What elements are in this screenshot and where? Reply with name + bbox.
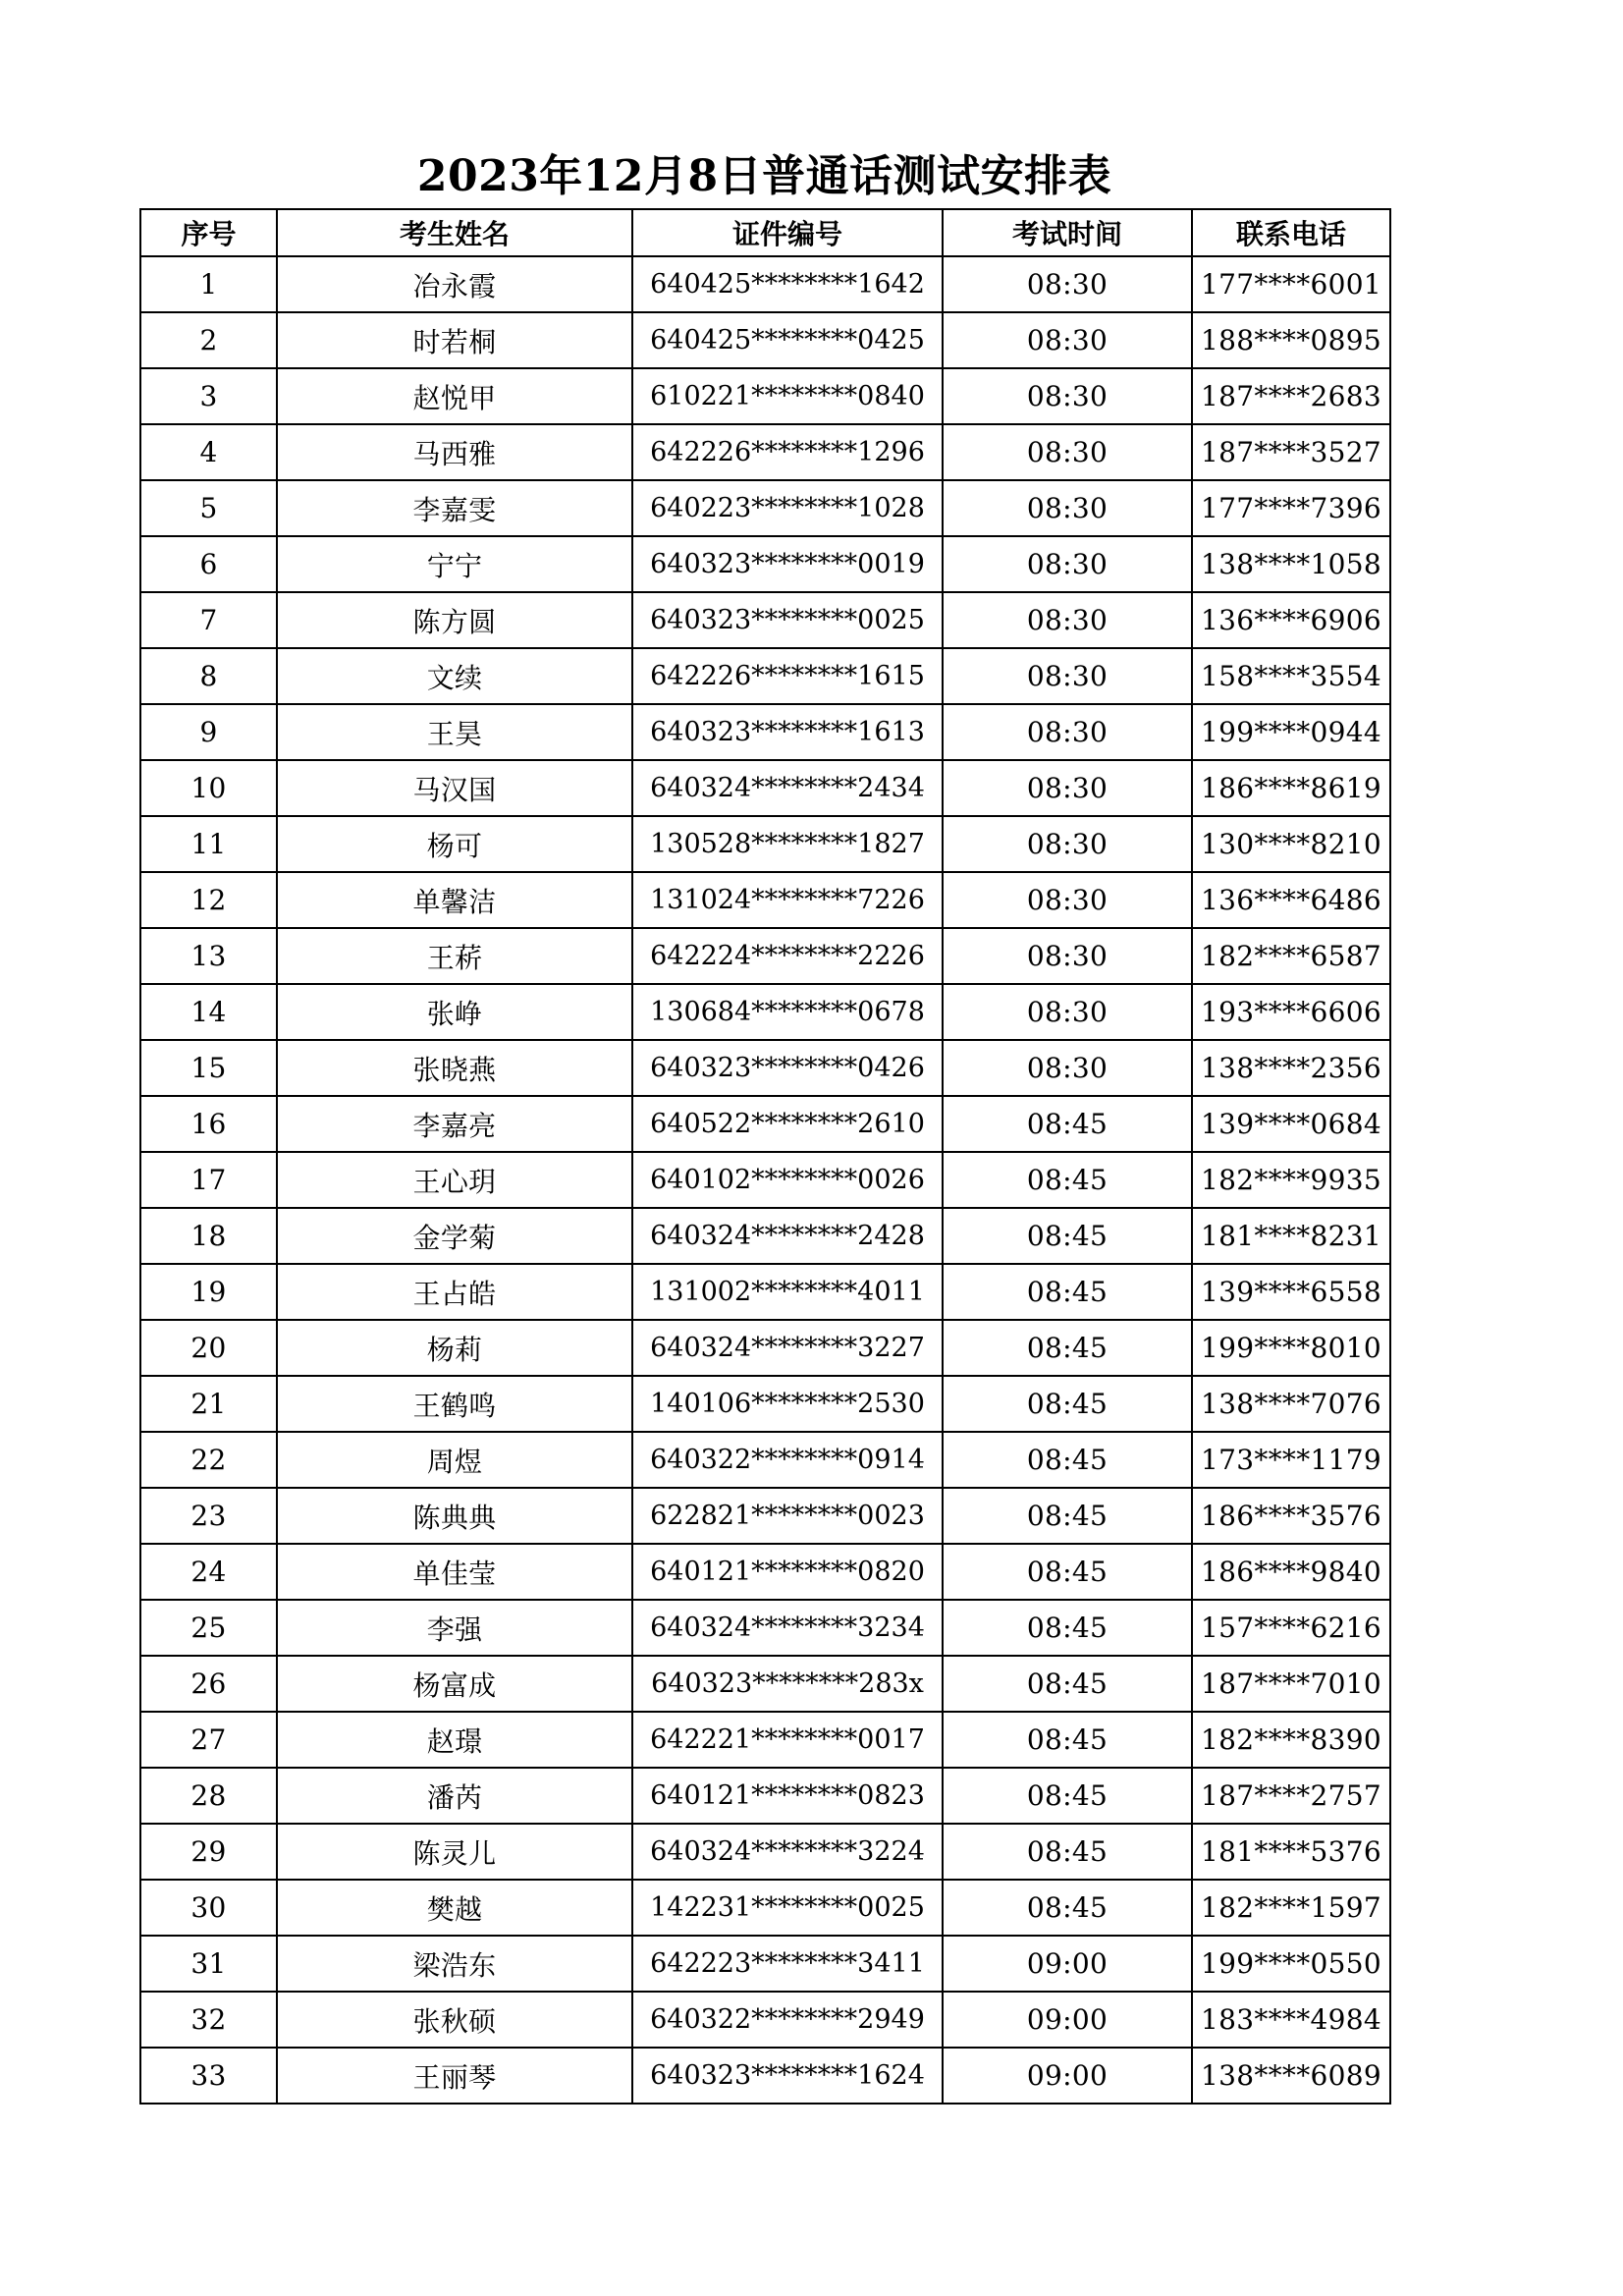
cell-exam-time: 08:45 — [943, 1600, 1192, 1656]
table-row — [140, 872, 1390, 928]
cell-name: 陈灵儿 — [277, 1824, 632, 1880]
table-row — [140, 1152, 1390, 1208]
cell-seq: 32 — [140, 1992, 277, 2048]
cell-id-number: 642224********2226 — [632, 928, 943, 984]
cell-phone: 188****0895 — [1192, 312, 1390, 368]
cell-id-number: 640323********1624 — [632, 2048, 943, 2104]
cell-name: 赵悦甲 — [277, 368, 632, 424]
cell-id-number: 131024********7226 — [632, 872, 943, 928]
cell-exam-time: 08:30 — [943, 816, 1192, 872]
cell-seq: 5 — [140, 480, 277, 536]
cell-id-number: 640223********1028 — [632, 480, 943, 536]
table-row — [140, 1376, 1390, 1432]
table-row — [140, 1824, 1390, 1880]
cell-exam-time: 08:45 — [943, 1152, 1192, 1208]
cell-exam-time: 08:30 — [943, 760, 1192, 816]
cell-name: 王菥 — [277, 928, 632, 984]
cell-phone: 136****6486 — [1192, 872, 1390, 928]
cell-seq: 31 — [140, 1936, 277, 1992]
cell-id-number: 640324********3224 — [632, 1824, 943, 1880]
cell-phone: 199****0550 — [1192, 1936, 1390, 1992]
cell-name: 单佳莹 — [277, 1544, 632, 1600]
cell-id-number: 640324********2434 — [632, 760, 943, 816]
table-row — [140, 1488, 1390, 1544]
cell-name: 单馨洁 — [277, 872, 632, 928]
cell-seq: 15 — [140, 1040, 277, 1096]
table-row — [140, 1992, 1390, 2048]
cell-phone: 193****6606 — [1192, 984, 1390, 1040]
table-row — [140, 1432, 1390, 1488]
cell-seq: 16 — [140, 1096, 277, 1152]
cell-id-number: 142231********0025 — [632, 1880, 943, 1936]
cell-phone: 173****1179 — [1192, 1432, 1390, 1488]
cell-exam-time: 08:45 — [943, 1376, 1192, 1432]
cell-seq: 14 — [140, 984, 277, 1040]
cell-seq: 23 — [140, 1488, 277, 1544]
cell-exam-time: 08:30 — [943, 256, 1192, 312]
cell-id-number: 131002********4011 — [632, 1264, 943, 1320]
cell-name: 王占皓 — [277, 1264, 632, 1320]
table-row — [140, 480, 1390, 536]
table-row — [140, 368, 1390, 424]
schedule-table — [139, 208, 1391, 2105]
cell-id-number: 640323********0426 — [632, 1040, 943, 1096]
cell-phone: 138****7076 — [1192, 1376, 1390, 1432]
cell-seq: 19 — [140, 1264, 277, 1320]
cell-id-number: 642226********1615 — [632, 648, 943, 704]
cell-id-number: 640322********0914 — [632, 1432, 943, 1488]
cell-id-number: 642223********3411 — [632, 1936, 943, 1992]
cell-seq: 17 — [140, 1152, 277, 1208]
cell-seq: 21 — [140, 1376, 277, 1432]
table-row — [140, 1096, 1390, 1152]
cell-name: 陈方圆 — [277, 592, 632, 648]
cell-exam-time: 08:45 — [943, 1264, 1192, 1320]
cell-exam-time: 08:45 — [943, 1432, 1192, 1488]
cell-exam-time: 09:00 — [943, 2048, 1192, 2104]
cell-name: 张晓燕 — [277, 1040, 632, 1096]
table-row — [140, 1208, 1390, 1264]
cell-phone: 187****7010 — [1192, 1656, 1390, 1712]
table-row — [140, 928, 1390, 984]
cell-name: 马西雅 — [277, 424, 632, 480]
cell-exam-time: 08:30 — [943, 872, 1192, 928]
cell-seq: 11 — [140, 816, 277, 872]
cell-seq: 9 — [140, 704, 277, 760]
cell-name: 王鹤鸣 — [277, 1376, 632, 1432]
cell-name: 李嘉雯 — [277, 480, 632, 536]
table-row — [140, 2048, 1390, 2104]
cell-name: 王昊 — [277, 704, 632, 760]
cell-id-number: 130528********1827 — [632, 816, 943, 872]
cell-phone: 139****0684 — [1192, 1096, 1390, 1152]
cell-seq: 10 — [140, 760, 277, 816]
cell-seq: 12 — [140, 872, 277, 928]
cell-seq: 24 — [140, 1544, 277, 1600]
cell-name: 杨富成 — [277, 1656, 632, 1712]
page-title: 2023年12月8日普通话测试安排表 — [416, 151, 1112, 201]
cell-exam-time: 08:30 — [943, 592, 1192, 648]
cell-exam-time: 08:30 — [943, 704, 1192, 760]
table-row — [140, 1544, 1390, 1600]
table-row — [140, 1040, 1390, 1096]
cell-name: 杨莉 — [277, 1320, 632, 1376]
cell-exam-time: 08:45 — [943, 1208, 1192, 1264]
table-row — [140, 1264, 1390, 1320]
cell-id-number: 642221********0017 — [632, 1712, 943, 1768]
cell-name: 马汉国 — [277, 760, 632, 816]
cell-phone: 187****3527 — [1192, 424, 1390, 480]
cell-name: 潘芮 — [277, 1768, 632, 1824]
cell-exam-time: 08:45 — [943, 1656, 1192, 1712]
cell-phone: 183****4984 — [1192, 1992, 1390, 2048]
table-row — [140, 1600, 1390, 1656]
cell-id-number: 642226********1296 — [632, 424, 943, 480]
cell-exam-time: 08:45 — [943, 1824, 1192, 1880]
cell-exam-time: 08:45 — [943, 1768, 1192, 1824]
cell-name: 张秋硕 — [277, 1992, 632, 2048]
cell-name: 赵璟 — [277, 1712, 632, 1768]
cell-name: 文续 — [277, 648, 632, 704]
cell-seq: 3 — [140, 368, 277, 424]
cell-exam-time: 08:30 — [943, 1040, 1192, 1096]
table-row — [140, 704, 1390, 760]
cell-id-number: 140106********2530 — [632, 1376, 943, 1432]
cell-name: 陈典典 — [277, 1488, 632, 1544]
cell-name: 金学菊 — [277, 1208, 632, 1264]
table-row — [140, 312, 1390, 368]
cell-phone: 158****3554 — [1192, 648, 1390, 704]
cell-phone: 138****6089 — [1192, 2048, 1390, 2104]
cell-seq: 2 — [140, 312, 277, 368]
table-row — [140, 1320, 1390, 1376]
cell-seq: 7 — [140, 592, 277, 648]
cell-exam-time: 08:45 — [943, 1488, 1192, 1544]
cell-name: 王丽琴 — [277, 2048, 632, 2104]
cell-id-number: 640425********0425 — [632, 312, 943, 368]
cell-exam-time: 09:00 — [943, 1992, 1192, 2048]
cell-id-number: 640121********0820 — [632, 1544, 943, 1600]
cell-seq: 30 — [140, 1880, 277, 1936]
cell-id-number: 640425********1642 — [632, 256, 943, 312]
table-header-row — [140, 209, 1390, 256]
cell-seq: 22 — [140, 1432, 277, 1488]
table-row — [140, 424, 1390, 480]
cell-phone: 182****8390 — [1192, 1712, 1390, 1768]
cell-exam-time: 08:45 — [943, 1096, 1192, 1152]
cell-id-number: 622821********0023 — [632, 1488, 943, 1544]
table-row — [140, 760, 1390, 816]
cell-exam-time: 08:30 — [943, 368, 1192, 424]
cell-phone: 182****6587 — [1192, 928, 1390, 984]
cell-exam-time: 08:30 — [943, 480, 1192, 536]
cell-phone: 186****3576 — [1192, 1488, 1390, 1544]
table-row — [140, 816, 1390, 872]
table-row — [140, 1880, 1390, 1936]
cell-phone: 177****7396 — [1192, 480, 1390, 536]
cell-phone: 138****2356 — [1192, 1040, 1390, 1096]
cell-seq: 33 — [140, 2048, 277, 2104]
cell-exam-time: 08:45 — [943, 1712, 1192, 1768]
cell-seq: 28 — [140, 1768, 277, 1824]
table-row — [140, 1936, 1390, 1992]
header-phone: 联系电话 — [1192, 209, 1390, 256]
cell-seq: 13 — [140, 928, 277, 984]
cell-phone: 186****8619 — [1192, 760, 1390, 816]
table-row — [140, 536, 1390, 592]
table-row — [140, 256, 1390, 312]
cell-id-number: 640121********0823 — [632, 1768, 943, 1824]
cell-name: 冶永霞 — [277, 256, 632, 312]
cell-phone: 199****0944 — [1192, 704, 1390, 760]
cell-exam-time: 08:45 — [943, 1544, 1192, 1600]
cell-name: 张峥 — [277, 984, 632, 1040]
cell-name: 樊越 — [277, 1880, 632, 1936]
cell-phone: 187****2757 — [1192, 1768, 1390, 1824]
cell-phone: 139****6558 — [1192, 1264, 1390, 1320]
cell-phone: 199****8010 — [1192, 1320, 1390, 1376]
table-body — [140, 256, 1390, 2104]
cell-phone: 182****9935 — [1192, 1152, 1390, 1208]
cell-phone: 138****1058 — [1192, 536, 1390, 592]
cell-phone: 186****9840 — [1192, 1544, 1390, 1600]
cell-name: 梁浩东 — [277, 1936, 632, 1992]
cell-seq: 20 — [140, 1320, 277, 1376]
cell-phone: 182****1597 — [1192, 1880, 1390, 1936]
cell-phone: 157****6216 — [1192, 1600, 1390, 1656]
cell-id-number: 640324********2428 — [632, 1208, 943, 1264]
table-row — [140, 1656, 1390, 1712]
cell-name: 李强 — [277, 1600, 632, 1656]
cell-id-number: 640323********283x — [632, 1656, 943, 1712]
cell-id-number: 640324********3227 — [632, 1320, 943, 1376]
cell-seq: 4 — [140, 424, 277, 480]
cell-seq: 8 — [140, 648, 277, 704]
cell-id-number: 640324********3234 — [632, 1600, 943, 1656]
cell-id-number: 640522********2610 — [632, 1096, 943, 1152]
cell-exam-time: 09:00 — [943, 1936, 1192, 1992]
cell-exam-time: 08:45 — [943, 1320, 1192, 1376]
cell-seq: 18 — [140, 1208, 277, 1264]
cell-phone: 181****8231 — [1192, 1208, 1390, 1264]
table-row — [140, 648, 1390, 704]
header-seq: 序号 — [140, 209, 277, 256]
cell-phone: 130****8210 — [1192, 816, 1390, 872]
cell-seq: 26 — [140, 1656, 277, 1712]
table-row — [140, 1768, 1390, 1824]
cell-phone: 187****2683 — [1192, 368, 1390, 424]
cell-id-number: 130684********0678 — [632, 984, 943, 1040]
cell-seq: 25 — [140, 1600, 277, 1656]
header-exam-time: 考试时间 — [943, 209, 1192, 256]
table-row — [140, 592, 1390, 648]
cell-id-number: 610221********0840 — [632, 368, 943, 424]
cell-exam-time: 08:30 — [943, 648, 1192, 704]
table-row — [140, 1712, 1390, 1768]
cell-name: 杨可 — [277, 816, 632, 872]
cell-id-number: 640323********0019 — [632, 536, 943, 592]
cell-phone: 177****6001 — [1192, 256, 1390, 312]
cell-exam-time: 08:30 — [943, 312, 1192, 368]
cell-seq: 1 — [140, 256, 277, 312]
cell-id-number: 640322********2949 — [632, 1992, 943, 2048]
cell-id-number: 640102********0026 — [632, 1152, 943, 1208]
cell-id-number: 640323********0025 — [632, 592, 943, 648]
cell-name: 宁宁 — [277, 536, 632, 592]
header-name: 考生姓名 — [277, 209, 632, 256]
cell-exam-time: 08:45 — [943, 1880, 1192, 1936]
cell-name: 李嘉亮 — [277, 1096, 632, 1152]
cell-exam-time: 08:30 — [943, 928, 1192, 984]
cell-phone: 136****6906 — [1192, 592, 1390, 648]
cell-exam-time: 08:30 — [943, 424, 1192, 480]
cell-exam-time: 08:30 — [943, 536, 1192, 592]
cell-name: 时若桐 — [277, 312, 632, 368]
cell-name: 王心玥 — [277, 1152, 632, 1208]
cell-seq: 27 — [140, 1712, 277, 1768]
cell-seq: 6 — [140, 536, 277, 592]
cell-seq: 29 — [140, 1824, 277, 1880]
cell-id-number: 640323********1613 — [632, 704, 943, 760]
table-row — [140, 984, 1390, 1040]
cell-name: 周煜 — [277, 1432, 632, 1488]
cell-exam-time: 08:30 — [943, 984, 1192, 1040]
cell-phone: 181****5376 — [1192, 1824, 1390, 1880]
header-id-number: 证件编号 — [632, 209, 943, 256]
